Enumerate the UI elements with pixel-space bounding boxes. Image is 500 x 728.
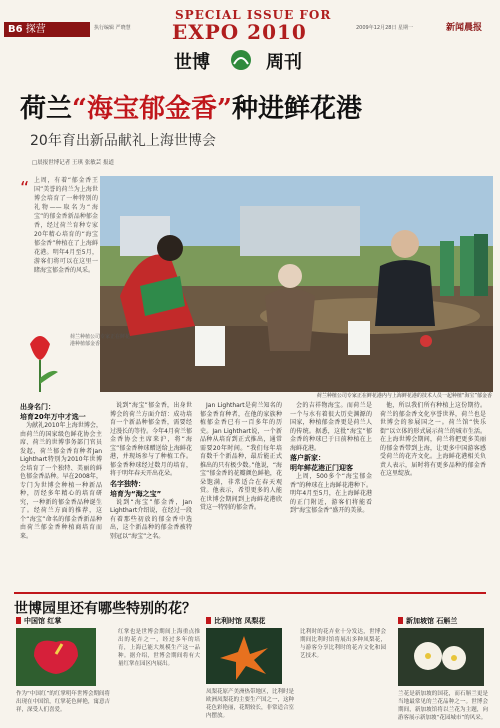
- intro-text: 上周，有着“郁金香王国”美誉的荷兰为上海世博会培育了一种特别的礼物——取名为“海宝”的郁金香新品种郁金香，经过荷兰育种专家20年精心培育的“海宝郁金香”种植在了上海鲜花港。明年4月至5月，游客们将可以在这里一睹海宝郁金香的风采。: [34, 177, 98, 274]
- issue-date: 2009年12月28日 星期一: [356, 25, 414, 31]
- bullet-icon: [398, 617, 403, 624]
- quote-mark-icon: “: [20, 178, 30, 199]
- bullet-icon: [206, 617, 211, 624]
- section-name: 探营: [25, 24, 46, 35]
- editor-credit: 执行编辑 严晓慧: [94, 25, 131, 31]
- column-4-text: 会的吉祥物海宝。而荷兰是一个与水有着很大历史渊源的国家，种植郁金香更是荷兰人的传统。据悉，这批“海宝”郁金香的种球已于日前种植在上海鲜花港。: [290, 402, 372, 452]
- column-2: [110, 402, 192, 541]
- pavilion-text-china-2: 红掌也是世博会期间上海重点推出的花卉之一，经过多年的培育，上海已能大规模生产这一品种。据介绍，世博会期间将有大量红掌在园区内展出。: [118, 629, 200, 667]
- pavilion-text-belgium-2: 比利时的花卉业十分发达，世博会期间比利时馆将展出多种凤梨花，与游客分享比利时的花卉文化和园艺技术。: [300, 629, 386, 659]
- bromeliad-photo: [206, 628, 282, 684]
- page-header: [0, 0, 500, 78]
- headline-part-c: 种进鲜花港: [231, 94, 362, 124]
- section-tab: [4, 22, 90, 37]
- article-intro: [34, 176, 98, 344]
- article-byline: □晨报世博记者 王琪 张敏芸 报道: [32, 160, 114, 166]
- section-code: B6: [8, 24, 23, 35]
- pavilion-text-belgium: 凤梨花原产美洲热带地区，比利时是欧洲凤梨花的主要生产国之一，这种花色彩艳丽，花期较长，非常适合室内摆放。: [206, 689, 295, 719]
- masthead: [170, 48, 330, 72]
- column-4-subheading: 明年鲜花港正门迎客: [290, 464, 353, 472]
- orchid-photo: [398, 628, 484, 686]
- column-2-subheading: 培育为“海之宝”: [110, 489, 162, 498]
- expo-title: EXPO 2010: [172, 20, 307, 44]
- photo-caption: 荷兰种植公司专家正在鲜花港内与上海鲜花港的技术人员一起种植“海宝”郁金香: [316, 393, 492, 399]
- column-1: [20, 402, 102, 541]
- masthead-left: 世博: [174, 52, 210, 73]
- column-4-text-b: 上周，500多个“海宝郁金香”的种球在上海鲜花港种下。明年4月至5月，在上海鲜花港的正门附近，游客们将能看到“海宝郁金香”盛开的美景。: [290, 473, 372, 514]
- column-4-heading: 落户新家：: [290, 454, 325, 462]
- masthead-right: 周刊: [266, 52, 302, 73]
- bullet-icon: [16, 617, 21, 624]
- column-2-text: 说到“海宝”郁金香，出身世博会的荷兰方面介绍：成功培育一个新品种郁金香，需要经过漫长的等待。今年4月荷兰郁金香协会主席来沪，将“海宝”郁金香种球赠送给上海鲜花港，并现场参与了种植工作。郁金香种球经过数月的培育，将于明年春天开出花朵。: [110, 402, 192, 477]
- main-photo: [100, 176, 493, 392]
- column-1-text: 为献礼2010年上海世博会，由荷兰的国家级色鲜花协会主席、荷兰的世博事务部门官员发起，荷兰郁金香育种者Jan Lighthart特别为2010年世博会培育了一个独特、美丽的鲜色郁金香品种。早在2008年，专门为世博会种植一种新品种，历经多年精心的培育研究，一种新的郁金香品种诞生了。经荷兰方面的推荐，这个“海宝”命名的郁金香新品种由荷兰郁金香种植商培育而来。: [20, 422, 102, 540]
- headline-part-a: 荷兰: [20, 94, 73, 124]
- column-2-text-b: 说到“海宝”郁金香，Jan Lighthart介绍说，在经过一段有着那些初放的郁金香中选出，这个新品种的郁金香被特别冠以“海宝”之名。: [110, 498, 192, 540]
- newspaper-brand: 新闻晨报: [446, 23, 483, 33]
- article-headline: [20, 88, 490, 125]
- pavilion-heading-belgium: 比利时馆 凤梨花: [206, 616, 265, 626]
- pavilion-heading-china: 中国馆 红掌: [16, 616, 61, 626]
- headline-part-b: “海宝郁金香”: [72, 94, 232, 124]
- article-subhead: 20年育出新品献礼上海世博会: [30, 133, 216, 149]
- column-5-text: 他，所以我们所有种植上这份期待。荷兰的郁金香文化享誉世界，荷兰也是世博会的参展国之一。荷兰馆“快乐街”以立体的形式展示荷兰的城市生活。在上海世博会期间，荷兰将把更多美丽的郁金香带到上海，让更多中国游客感受荷兰的花卉文化。上海鲜花港相关负责人表示，届时将有更多品种的郁金香在这里绽放。: [380, 402, 486, 477]
- column-4: [290, 402, 372, 516]
- tulip-caption: 荷兰种植公司专家正在鲜花港种植郁金香: [70, 334, 131, 347]
- column-1-subheading: 培育20年万中才选一: [20, 413, 86, 421]
- expo-kicker: SPECIAL ISSUE FOR: [175, 8, 332, 22]
- column-3: [200, 402, 282, 513]
- bottom-section-title: 世博园里还有哪些特别的花？: [14, 592, 486, 618]
- column-5: [380, 402, 486, 479]
- expo-logo-icon: [226, 48, 256, 72]
- pavilion-heading-singapore: 新加坡馆 石斛兰: [398, 616, 457, 626]
- column-2-heading: 名字独特：: [110, 479, 145, 488]
- pavilion-text-china: 作为“中国红”的红掌明年世博会期间将出现在中国馆，红掌花色鲜艳，寓意吉祥，深受人们喜爱。: [16, 691, 110, 713]
- pavilion-text-singapore: 兰花是新加坡的国花，而石斛兰更是当地最常见的兰花品种之一。世博会期间，新加坡馆将以兰花为主题，向游客展示新加坡“花园城市”的风采。: [398, 691, 488, 721]
- column-3-text: Jan Lighthart是荷兰知名的郁金香育种者，在他的家族种植郁金香已有一百多年的历史。Jan Lighthart说，一个新品种从培育到正式推出，通常需要20年时间。“我们每年培育数千个新品种，最后能正式推出的只有极少数。”他说，“海宝”郁金香的花瓣颜色鲜艳，花朵饱满，非常适合在春天观赏。他表示，希望更多的人能在世博会期间到上海鲜花港欣赏这一特别的郁金香。: [200, 402, 282, 511]
- anthurium-photo: [16, 628, 96, 686]
- column-1-heading: 出身名门：: [20, 403, 55, 411]
